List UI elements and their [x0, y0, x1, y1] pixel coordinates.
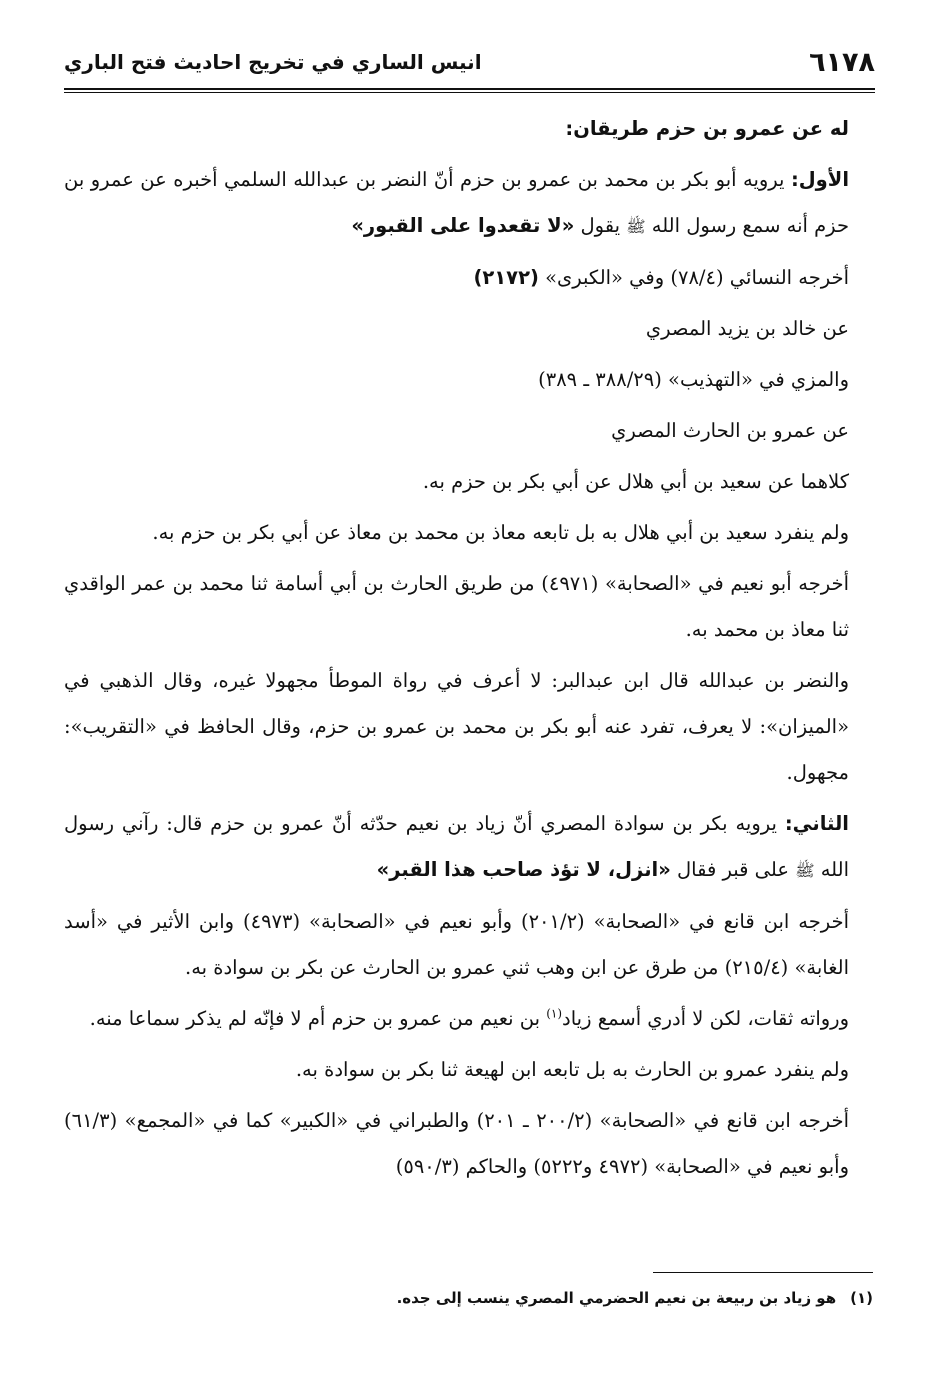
paragraph-first-route — [64, 157, 873, 250]
hadith-quote-2: «انزل، لا تؤذ صاحب هذا القبر» — [376, 858, 671, 881]
text-nasai: أخرجه النسائي (٧٨/٤) وفي «الكبرى» — [538, 266, 849, 289]
paragraph-khalid: عن خالد بن يزيد المصري — [645, 317, 849, 340]
paragraph-both: كلاهما عن سعيد بن أبي هلال عن أبي بكر بن حزم به. — [422, 470, 849, 493]
footnote-marker: (١) — [850, 1289, 873, 1307]
text-first-route: يرويه أبو بكر بن محمد بن عمرو بن حزم أنّ النضر بن عبدالله السلمي أخبره عن عمرو بن حزم أنه سمع رسول الله — [64, 168, 849, 237]
header-rule-thin — [64, 92, 875, 93]
label-first: الأول: — [790, 168, 850, 191]
label-second: الثاني: — [784, 812, 849, 835]
paragraph-abu-nuaym: أخرجه أبو نعيم في «الصحابة» (٤٩٧١) من طريق الحارث بن أبي أسامة ثنا محمد بن عمر الواقدي ثنا معاذ بن محمد به. — [64, 572, 849, 641]
section-heading: له عن عمرو بن حزم طريقان: — [565, 117, 849, 140]
paragraph-second-route — [64, 801, 873, 894]
text-first-route-2: يقول — [574, 214, 627, 237]
footnote-rule — [653, 1272, 873, 1273]
paragraph-mizzi: والمزي في «التهذيب» (٣٨٨/٢٩ ـ ٣٨٩) — [538, 368, 849, 391]
paragraph-amr: عن عمرو بن الحارث المصري — [611, 419, 849, 442]
page-header — [64, 40, 875, 84]
text-second-route: يرويه بكر بن سوادة المصري أنّ زياد بن نعيم حدّثه أنّ عمرو بن حزم قال: رآني رسول الله — [64, 812, 849, 881]
footnote — [64, 1284, 873, 1312]
salutation-glyph: ﷺ — [626, 217, 646, 236]
text-nasai-ref: (٢١٧٢) — [473, 266, 539, 289]
text-narrators-2: بن نعيم من عمرو بن حزم أم لا فإنّه لم يذكر سماعا منه. — [89, 1007, 547, 1030]
hadith-quote-1: «لا تقعدوا على القبور» — [351, 214, 575, 237]
page-number: ٦١٧٨ — [809, 46, 875, 78]
paragraph-nasai — [64, 255, 873, 301]
paragraph-mutaba: ولم ينفرد سعيد بن أبي هلال به بل تابعه معاذ بن محمد بن معاذ عن أبي بكر بن حزم به. — [152, 521, 849, 544]
paragraph-sources: أخرجه ابن قانع في «الصحابة» (٢٠٠/٢ ـ ٢٠١) والطبراني في «الكبير» كما في «المجمع» (٦١/٣) وأبو نعيم في «الصحابة» (٤٩٧٢ و٥٢٢٢) والحاكم (٥٩٠/٣) — [64, 1109, 849, 1178]
text-second-route-2: على قبر فقال — [670, 858, 796, 881]
main-text — [64, 106, 873, 1195]
footnote-text: هو زياد بن ربيعة بن نعيم الحضرمي المصري ينسب إلى جده. — [396, 1289, 837, 1307]
text-narrators: ورواته ثقات، لكن لا أدري أسمع زياد — [562, 1007, 849, 1030]
salutation-glyph-2: ﷺ — [795, 861, 815, 880]
footnote-ref[interactable]: (١) — [546, 1006, 563, 1021]
paragraph-nadr: والنضر بن عبدالله قال ابن عبدالبر: لا أعرف في رواة الموطأ مجهولا غيره، وقال الذهبي في «الميزان»: لا يعرف، تفرد عنه أبو بكر بن محمد بن عمرو بن حزم، وقال الحافظ في «التقريب»: مجهول. — [64, 669, 849, 784]
paragraph-ibn-qani: أخرجه ابن قانع في «الصحابة» (٢٠١/٢) وأبو نعيم في «الصحابة» (٤٩٧٣) وابن الأثير في «أسد الغابة» (٢١٥/٤) من طرق عن ابن وهب ثني عمرو بن الحارث عن بكر بن سوادة به. — [64, 910, 849, 979]
paragraph-narrators — [64, 996, 873, 1042]
running-title: انيس الساري في تخريج احاديث فتح الباري — [64, 50, 482, 74]
paragraph-ibn-lahia: ولم ينفرد عمرو بن الحارث به بل تابعه ابن لهيعة ثنا بكر بن سوادة به. — [295, 1058, 849, 1081]
header-rule — [64, 88, 875, 90]
